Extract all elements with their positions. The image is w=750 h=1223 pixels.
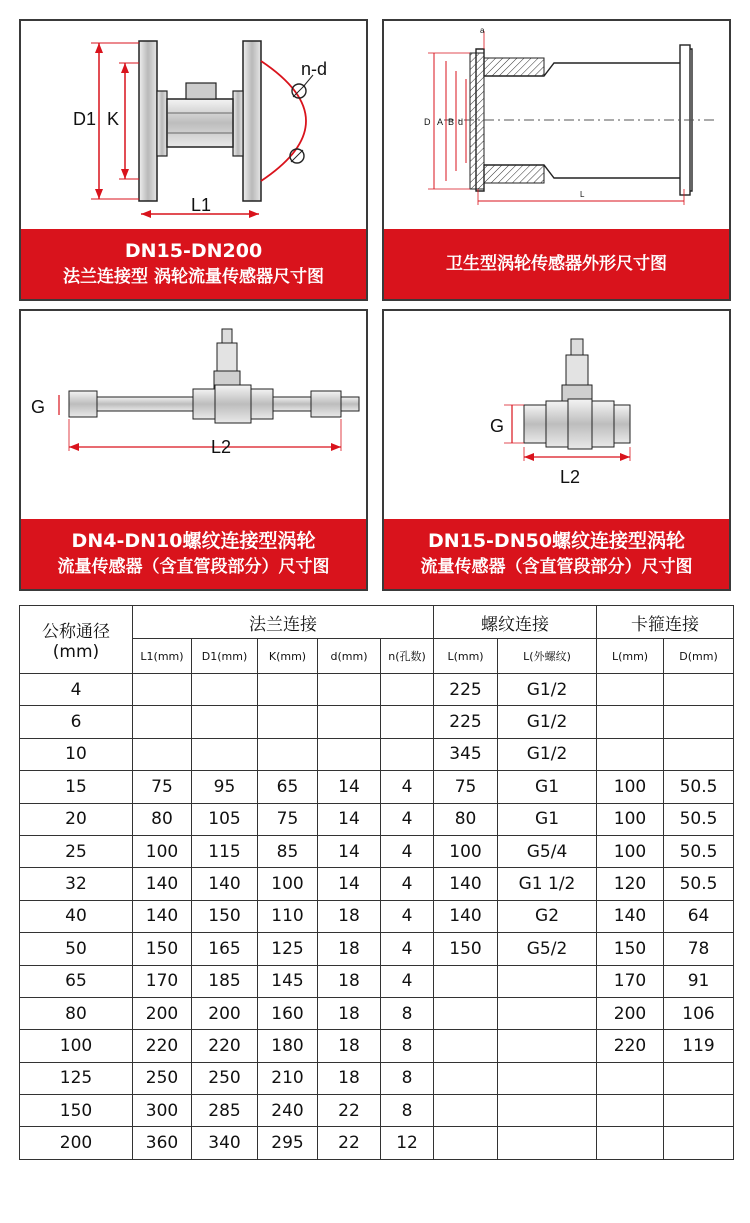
table-cell: 105 xyxy=(192,803,258,835)
nominal-diameter-cell: 25 xyxy=(20,835,133,867)
table-cell: 185 xyxy=(192,965,258,997)
table-cell: 285 xyxy=(192,1095,258,1127)
table-cell: 360 xyxy=(133,1127,192,1159)
table-cell xyxy=(597,1127,664,1159)
g-label: G xyxy=(31,397,46,417)
table-row xyxy=(20,1062,734,1094)
table-cell: G1/2 xyxy=(498,674,597,706)
table-cell: 75 xyxy=(258,803,318,835)
flange-caption-line1: DN15-DN200 xyxy=(124,240,263,262)
group-thread: 螺纹连接 xyxy=(434,606,597,639)
table-cell: 80 xyxy=(133,803,192,835)
subheader-thread-ext: L(外螺纹) xyxy=(498,639,597,674)
table-row xyxy=(20,738,734,770)
table-cell: 140 xyxy=(434,868,498,900)
table-cell: 4 xyxy=(381,965,434,997)
table-cell xyxy=(192,738,258,770)
a-small-label: a xyxy=(480,26,485,35)
thread-small-caption-line2: 流量传感器（含直管段部分）尺寸图 xyxy=(57,557,330,577)
table-cell: 75 xyxy=(133,771,192,803)
g-label: G xyxy=(490,416,505,436)
table-cell: 160 xyxy=(258,997,318,1029)
table-cell: 100 xyxy=(434,835,498,867)
table-cell xyxy=(664,1095,734,1127)
subheader-k: K(mm) xyxy=(258,639,318,674)
table-cell xyxy=(434,1095,498,1127)
nominal-diameter-cell: 20 xyxy=(20,803,133,835)
table-cell xyxy=(597,1062,664,1094)
table-cell xyxy=(597,674,664,706)
table-cell xyxy=(133,674,192,706)
table-cell xyxy=(434,1062,498,1094)
table-cell: 100 xyxy=(258,868,318,900)
table-cell: 140 xyxy=(192,868,258,900)
subheader-n: n(孔数) xyxy=(381,639,434,674)
table-cell: 50.5 xyxy=(664,835,734,867)
table-cell: 220 xyxy=(192,1030,258,1062)
thread-large-diagram-panel xyxy=(382,309,731,591)
table-cell xyxy=(434,1030,498,1062)
table-cell xyxy=(133,706,192,738)
table-cell: 165 xyxy=(192,933,258,965)
table-cell xyxy=(318,706,381,738)
k-label: K xyxy=(107,109,120,129)
flange-caption xyxy=(21,229,366,299)
d-cap-label: D xyxy=(424,117,431,127)
table-cell xyxy=(381,738,434,770)
table-cell xyxy=(258,674,318,706)
table-row xyxy=(20,803,734,835)
table-cell: 150 xyxy=(597,933,664,965)
table-cell: 225 xyxy=(434,706,498,738)
table-cell: 150 xyxy=(434,933,498,965)
table-row xyxy=(20,1127,734,1159)
table-cell: 50.5 xyxy=(664,803,734,835)
table-cell: 4 xyxy=(381,835,434,867)
nominal-diameter-cell: 65 xyxy=(20,965,133,997)
table-cell xyxy=(664,674,734,706)
table-cell: 8 xyxy=(381,997,434,1029)
table-cell: 18 xyxy=(318,965,381,997)
nominal-diameter-cell: 4 xyxy=(20,674,133,706)
table-cell: 22 xyxy=(318,1095,381,1127)
table-cell: 4 xyxy=(381,900,434,932)
table-cell: G5/2 xyxy=(498,933,597,965)
table-cell: 140 xyxy=(133,900,192,932)
table-cell xyxy=(434,997,498,1029)
flange-caption-line2: 法兰连接型 涡轮流量传感器尺寸图 xyxy=(63,267,324,287)
a-cap-label: A xyxy=(437,117,444,127)
nominal-diameter-cell: 40 xyxy=(20,900,133,932)
flange-diagram-panel xyxy=(19,19,368,301)
sanitary-diagram-panel xyxy=(382,19,731,301)
table-cell xyxy=(498,1062,597,1094)
nominal-diameter-cell: 6 xyxy=(20,706,133,738)
sanitary-caption-line1: 卫生型涡轮传感器外形尺寸图 xyxy=(446,254,667,274)
table-cell: 8 xyxy=(381,1062,434,1094)
thread-small-caption xyxy=(21,519,366,589)
subheader-thread-l: L(mm) xyxy=(434,639,498,674)
thread-large-caption xyxy=(384,519,729,589)
table-cell: 220 xyxy=(133,1030,192,1062)
group-flange: 法兰连接 xyxy=(133,606,434,639)
table-row xyxy=(20,868,734,900)
table-cell: 300 xyxy=(133,1095,192,1127)
table-row xyxy=(20,771,734,803)
table-cell xyxy=(434,1127,498,1159)
nominal-diameter-cell: 150 xyxy=(20,1095,133,1127)
table-cell xyxy=(597,706,664,738)
table-cell: 240 xyxy=(258,1095,318,1127)
table-cell: 18 xyxy=(318,1062,381,1094)
table-cell: 200 xyxy=(597,997,664,1029)
nominal-diameter-cell: 80 xyxy=(20,997,133,1029)
table-cell: 4 xyxy=(381,933,434,965)
nominal-diameter-cell: 50 xyxy=(20,933,133,965)
thread-large-caption-line1: DN15-DN50螺纹连接型涡轮 xyxy=(427,530,686,552)
table-cell: 4 xyxy=(381,771,434,803)
table-cell xyxy=(318,674,381,706)
group-clamp: 卡箍连接 xyxy=(597,606,734,639)
table-row xyxy=(20,706,734,738)
thread-large-caption-line2: 流量传感器（含直管段部分）尺寸图 xyxy=(420,557,693,577)
table-row xyxy=(20,965,734,997)
table-cell xyxy=(597,1095,664,1127)
spec-table xyxy=(19,605,734,1160)
nominal-diameter-cell: 125 xyxy=(20,1062,133,1094)
table-cell: 64 xyxy=(664,900,734,932)
sanitary-caption xyxy=(384,229,729,299)
table-cell: 18 xyxy=(318,933,381,965)
corner-line1: 公称通径 xyxy=(42,622,110,642)
nominal-diameter-cell: 32 xyxy=(20,868,133,900)
table-cell xyxy=(381,674,434,706)
table-cell: 250 xyxy=(192,1062,258,1094)
table-cell: 170 xyxy=(133,965,192,997)
table-cell xyxy=(133,738,192,770)
corner-cell xyxy=(20,606,133,674)
table-cell: 78 xyxy=(664,933,734,965)
table-cell: 100 xyxy=(597,835,664,867)
table-row xyxy=(20,1030,734,1062)
l1-label: L1 xyxy=(191,195,212,215)
table-cell xyxy=(318,738,381,770)
subheader-d1: D1(mm) xyxy=(192,639,258,674)
table-cell xyxy=(664,1062,734,1094)
table-cell: G1 1/2 xyxy=(498,868,597,900)
table-cell: 75 xyxy=(434,771,498,803)
table-cell xyxy=(258,706,318,738)
table-cell xyxy=(192,706,258,738)
table-cell xyxy=(597,738,664,770)
table-cell: 250 xyxy=(133,1062,192,1094)
table-cell xyxy=(381,706,434,738)
table-cell xyxy=(664,706,734,738)
table-cell xyxy=(498,997,597,1029)
table-cell: 200 xyxy=(192,997,258,1029)
d-small-label: d xyxy=(458,117,464,127)
nominal-diameter-cell: 200 xyxy=(20,1127,133,1159)
table-cell: 150 xyxy=(133,933,192,965)
table-cell: 170 xyxy=(597,965,664,997)
table-cell: 4 xyxy=(381,803,434,835)
l2-label: L2 xyxy=(560,467,581,487)
table-cell: 80 xyxy=(434,803,498,835)
nominal-diameter-cell: 15 xyxy=(20,771,133,803)
corner-line2: (mm) xyxy=(52,642,100,662)
table-cell xyxy=(498,1127,597,1159)
table-cell xyxy=(498,965,597,997)
table-cell: 145 xyxy=(258,965,318,997)
table-cell xyxy=(498,1030,597,1062)
table-cell xyxy=(192,674,258,706)
table-cell: 95 xyxy=(192,771,258,803)
spec-table-body xyxy=(20,674,734,1160)
d1-label: D1 xyxy=(73,109,97,129)
table-cell: 12 xyxy=(381,1127,434,1159)
table-row xyxy=(20,674,734,706)
table-cell: 8 xyxy=(381,1095,434,1127)
table-cell: 140 xyxy=(133,868,192,900)
table-cell: 200 xyxy=(133,997,192,1029)
thread-small-caption-line1: DN4-DN10螺纹连接型涡轮 xyxy=(71,530,316,552)
table-cell: 125 xyxy=(258,933,318,965)
table-cell xyxy=(258,738,318,770)
table-cell: 8 xyxy=(381,1030,434,1062)
table-cell: 180 xyxy=(258,1030,318,1062)
table-cell: G1/2 xyxy=(498,738,597,770)
table-cell: 18 xyxy=(318,997,381,1029)
table-cell: 295 xyxy=(258,1127,318,1159)
table-cell xyxy=(664,738,734,770)
table-cell: 100 xyxy=(597,771,664,803)
table-cell: 106 xyxy=(664,997,734,1029)
table-cell: G5/4 xyxy=(498,835,597,867)
table-cell xyxy=(664,1127,734,1159)
table-cell: 14 xyxy=(318,803,381,835)
table-cell: 210 xyxy=(258,1062,318,1094)
table-cell: 4 xyxy=(381,868,434,900)
table-row xyxy=(20,900,734,932)
table-cell: 100 xyxy=(597,803,664,835)
l-label: L xyxy=(580,190,585,199)
table-cell: 150 xyxy=(192,900,258,932)
table-row xyxy=(20,997,734,1029)
table-cell: 119 xyxy=(664,1030,734,1062)
table-cell: G1 xyxy=(498,803,597,835)
table-cell: 14 xyxy=(318,868,381,900)
table-cell: 65 xyxy=(258,771,318,803)
table-cell: 50.5 xyxy=(664,771,734,803)
table-cell: 140 xyxy=(597,900,664,932)
table-cell: 18 xyxy=(318,1030,381,1062)
table-cell: 345 xyxy=(434,738,498,770)
table-cell: 85 xyxy=(258,835,318,867)
subheader-l1: L1(mm) xyxy=(133,639,192,674)
nd-label: n-d xyxy=(301,59,328,79)
table-cell: 140 xyxy=(434,900,498,932)
b-label: B xyxy=(448,117,455,127)
table-cell: 91 xyxy=(664,965,734,997)
table-row xyxy=(20,1095,734,1127)
table-cell xyxy=(498,1095,597,1127)
l2-label: L2 xyxy=(211,437,232,457)
table-cell: 14 xyxy=(318,835,381,867)
table-cell: 110 xyxy=(258,900,318,932)
nominal-diameter-cell: 100 xyxy=(20,1030,133,1062)
thread-small-diagram-panel xyxy=(19,309,368,591)
table-cell: 50.5 xyxy=(664,868,734,900)
nominal-diameter-cell: 10 xyxy=(20,738,133,770)
table-row xyxy=(20,933,734,965)
table-cell: 18 xyxy=(318,900,381,932)
table-cell: 100 xyxy=(133,835,192,867)
table-cell: 120 xyxy=(597,868,664,900)
table-cell: 220 xyxy=(597,1030,664,1062)
table-cell: G2 xyxy=(498,900,597,932)
table-cell: G1 xyxy=(498,771,597,803)
table-cell: 14 xyxy=(318,771,381,803)
subheader-clamp-d: D(mm) xyxy=(664,639,734,674)
table-cell: 22 xyxy=(318,1127,381,1159)
table-cell: 225 xyxy=(434,674,498,706)
subheader-d: d(mm) xyxy=(318,639,381,674)
table-cell: 340 xyxy=(192,1127,258,1159)
table-cell: G1/2 xyxy=(498,706,597,738)
table-row xyxy=(20,835,734,867)
table-cell xyxy=(434,965,498,997)
table-cell: 115 xyxy=(192,835,258,867)
subheader-clamp-l: L(mm) xyxy=(597,639,664,674)
